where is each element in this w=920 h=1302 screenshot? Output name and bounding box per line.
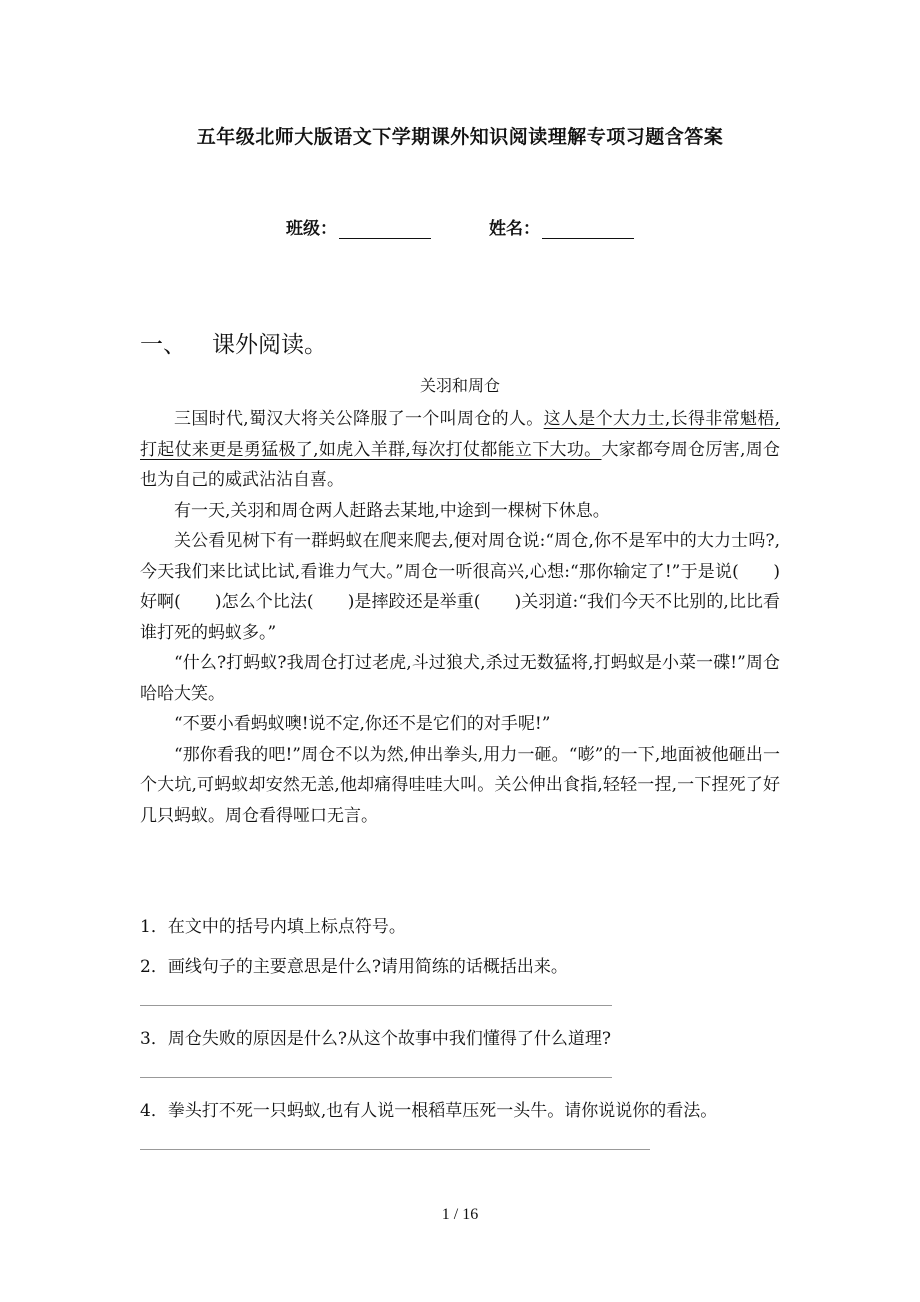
- story-paragraph-2: 有一天,关羽和周仓两人赶路去某地,中途到一棵树下休息。: [174, 500, 610, 521]
- p1-before-text: 三国时代,蜀汉大将关公降服了一个叫周仓的人。: [174, 409, 544, 429]
- question-4: 4．拳头打不死一只蚂蚁,也有人说一根稻草压死一头牛。请你说说你的看法。: [140, 1101, 718, 1121]
- question-1: 1．在文中的括号内填上标点符号。: [140, 917, 406, 937]
- story-paragraph-3: 关公看见树下有一群蚂蚁在爬来爬去,便对周仓说:“周仓,你不是军中的大力士吗?,今天我们来比试比试,看谁力气大。”周仓一听很高兴,心想:“那你输定了!”于是说( )好啊( )怎么个比法( )是摔跤还是举重( )关羽道:“我们今天不比别的,比比看谁打死的蚂蚁多。”: [140, 531, 780, 643]
- student-info-row: [0, 214, 920, 239]
- section-number: 一、: [140, 332, 186, 358]
- name-label: 姓名：: [488, 219, 540, 239]
- class-field: [286, 214, 431, 239]
- question-2: 2．画线句子的主要意思是什么?请用简练的话概括出来。: [140, 957, 568, 977]
- story-paragraph-1: [140, 404, 780, 496]
- name-field: [489, 214, 634, 239]
- story-paragraph-6: “那你看我的吧!”周仓不以为然,伸出拳头,用力一砸。“嘭”的一下,地面被他砸出一个大坑,可蚂蚁却安然无恙,他却痛得哇哇大叫。关公伸出食指,轻轻一捏,一下捏死了好几只蚂蚁。周仓看得哑口无言。: [140, 744, 780, 826]
- name-blank-line[interactable]: [542, 220, 634, 239]
- story-paragraph-4: “什么?打蚂蚁?我周仓打过老虎,斗过狼犬,杀过无数猛将,打蚂蚁是小菜一碟!”周仓哈哈大笑。: [140, 653, 780, 704]
- section-heading: [140, 326, 327, 359]
- class-label: 班级：: [286, 219, 338, 239]
- class-blank-line[interactable]: [339, 220, 431, 239]
- story-body: [140, 404, 780, 831]
- document-title: 五年级北师大版语文下学期课外知识阅读理解专项习题含答案: [196, 126, 724, 148]
- answer-line-3[interactable]: [140, 1077, 612, 1078]
- question-3: 3．周仓失败的原因是什么?从这个故事中我们懂得了什么道理?: [140, 1029, 612, 1049]
- story-title: 关羽和周仓: [419, 376, 500, 395]
- section-heading-text: 课外阅读。: [212, 332, 327, 358]
- underlined-sentence: 这人是个大力士,长得非常魁梧,打起仗来更是勇猛极了,如虎入羊群,每次打仗都能立下大功。: [140, 409, 780, 460]
- p1-after-text: 大家都夸周仓厉害,周仓也为自己的威武沾沾自喜。: [140, 439, 781, 490]
- answer-line-4[interactable]: [140, 1149, 650, 1150]
- story-paragraph-5: “不要小看蚂蚁噢!说不定,你还不是它们的对手呢!”: [174, 714, 551, 734]
- page-number: 1 / 16: [441, 1206, 479, 1223]
- answer-line-2[interactable]: [140, 1005, 612, 1006]
